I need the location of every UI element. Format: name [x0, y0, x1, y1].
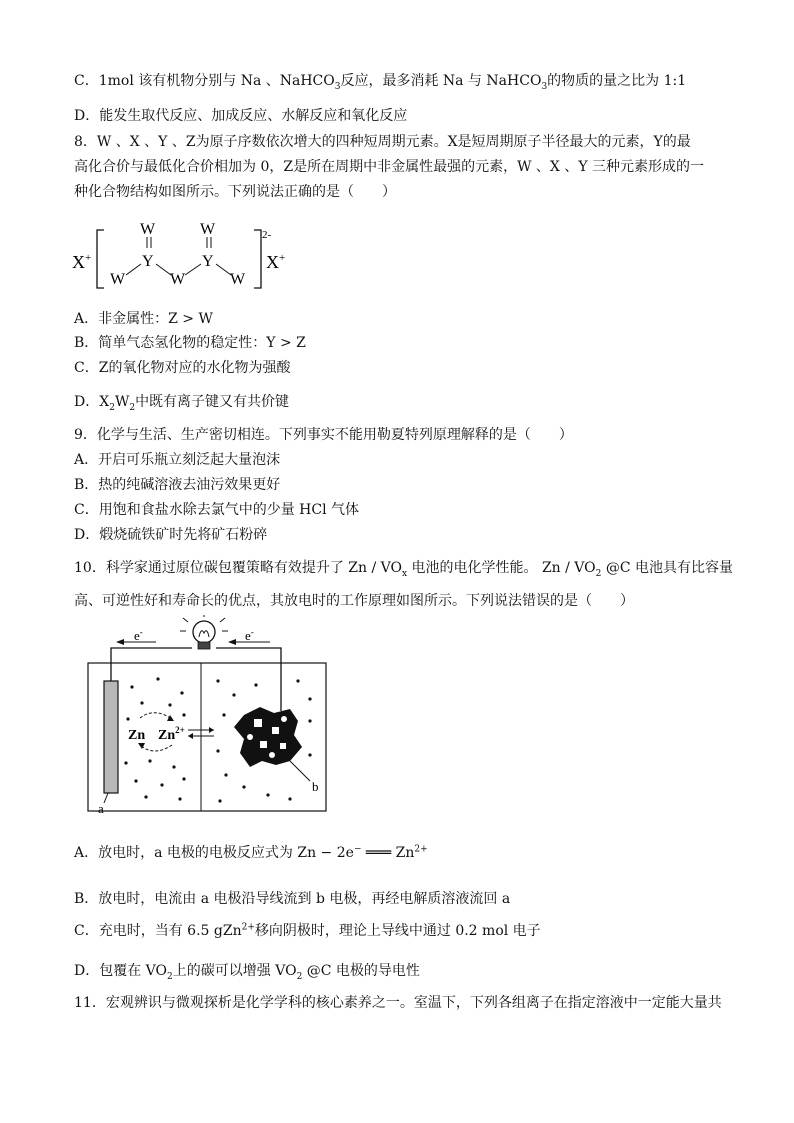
- x-cation-right: X+: [266, 252, 286, 272]
- w-bottom-1: W: [110, 271, 126, 288]
- q11-stem: 11．宏观辨识与微观探析是化学学科的核心素养之一。室温下，下列各组离子在指定溶液中一定能大量共: [74, 995, 722, 1011]
- q10-option-c: C．充电时，当有 6.5 gZn$^{2+}$移向阴极时，理论上导线中通过 0.2 mol 电子: [74, 922, 541, 939]
- q7-option-d: D．能发生取代反应、加成反应、水解反应和氧化反应: [74, 108, 408, 124]
- electron-label-left: e-: [134, 627, 143, 643]
- q8-structure-figure: [70, 212, 300, 292]
- q8-stem-line3: 种化合物结构如图所示。下列说法正确的是（ ）: [74, 184, 396, 200]
- q10-stem-line2: 高、可逆性好和寿命长的优点，其放电时的工作原理如图所示。下列说法错误的是（ ）: [74, 593, 634, 609]
- w-top-1: W: [140, 221, 156, 238]
- w-bottom-2: W: [170, 271, 186, 288]
- w-bottom-3: W: [230, 271, 246, 288]
- bracket-right: [254, 230, 261, 288]
- q10-battery-figure: [84, 615, 329, 815]
- y-atom-2: Y: [202, 253, 214, 270]
- bracket-left: [97, 230, 104, 288]
- q8-option-a: A．非金属性：Z > W: [74, 311, 213, 327]
- anion-charge: 2-: [262, 229, 272, 241]
- q10-stem-line1: 10．科学家通过原位碳包覆策略有效提升了 Zn / $VO_x$ 电池的电化学性能。 Zn / $VO_2$ @C 电池具有比容量: [74, 560, 734, 579]
- electrode-a: [104, 681, 118, 793]
- bulb-icon: [180, 615, 228, 649]
- electrode-b: [234, 707, 302, 767]
- q7-option-c: C．1mol 该有机物分别与 Na 、NaHCO$_3$反应，最多消耗 Na 与 NaHCO$_3$的物质的量之比为 1:1: [74, 73, 687, 92]
- q8-stem-line2: 高化合价与最低化合价相加为 0，Z是所在周期中非金属性最强的元素，W 、X 、Y 三种元素形成的一: [74, 159, 705, 175]
- q9-option-a: A．开启可乐瓶立刻泛起大量泡沫: [74, 452, 281, 468]
- q10-option-d: D．包覆在 $VO_2$上的碳可以增强 $VO_2$ @C 电极的导电性: [74, 963, 420, 982]
- q9-stem: 9．化学与生活、生产密切相连。下列事实不能用勒夏特列原理解释的是（ ）: [74, 427, 573, 443]
- label-b: b: [312, 779, 319, 794]
- x-cation-left: X+: [72, 252, 92, 272]
- q8-option-d: D．$X_2W_2$中既有离子键又有共价键: [74, 394, 290, 413]
- label-a: a: [98, 801, 104, 815]
- q8-stem-line1: 8．W 、X 、Y 、Z为原子序数依次增大的四种短周期元素。X是短周期原子半径最大的元素，Y的最: [74, 134, 691, 150]
- zn-label: Zn: [128, 728, 146, 743]
- zn2-label: $Zn^{2+}$: [158, 725, 185, 743]
- q9-option-b: B．热的纯碱溶液去油污效果更好: [74, 477, 281, 493]
- q9-option-c: C．用饱和食盐水除去氯气中的少量 HCl 气体: [74, 502, 360, 518]
- q8-option-b: B．简单气态氢化物的稳定性：Y > Z: [74, 335, 306, 351]
- q10-option-a: A．放电时，a 电极的电极反应式为 Zn − 2e− ═══ $Zn^{2+}$: [74, 844, 428, 861]
- y-atom-1: Y: [142, 253, 154, 270]
- q8-option-c: C．Z的氧化物对应的水化物为强酸: [74, 360, 291, 376]
- q10-option-b: B．放电时，电流由 a 电极沿导线流到 b 电极，再经电解质溶液流回 a: [74, 891, 511, 907]
- electron-label-right: e-: [245, 627, 254, 643]
- q9-option-d: D．煅烧硫铁矿时先将矿石粉碎: [74, 527, 268, 543]
- w-top-2: W: [200, 221, 216, 238]
